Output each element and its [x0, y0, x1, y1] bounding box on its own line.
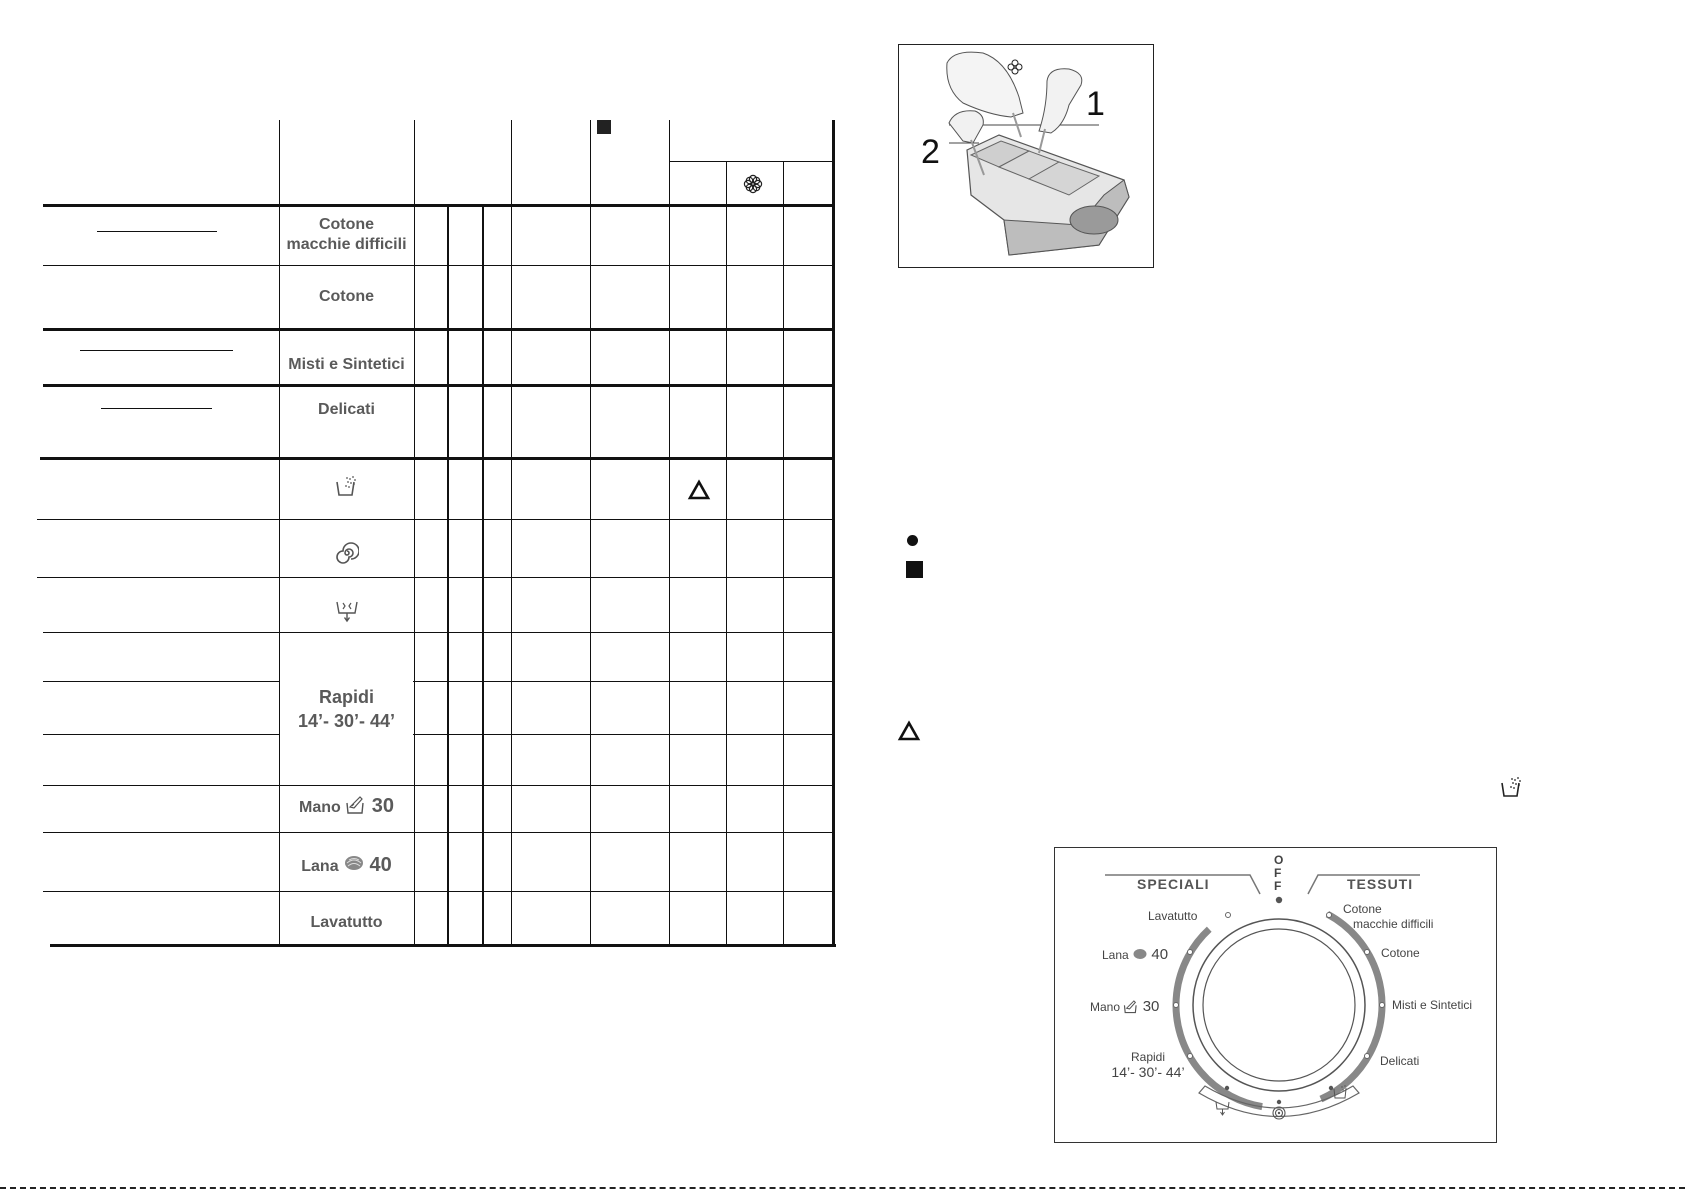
- table-rule: [783, 161, 784, 946]
- table-rule: [43, 891, 835, 892]
- table-rule: [43, 204, 835, 207]
- program-lana: [278, 853, 415, 877]
- figure-label-2: 2: [921, 133, 940, 171]
- dial-group-speciali: SPECIALI: [1137, 876, 1210, 892]
- wool-icon: [343, 853, 365, 873]
- wool-icon: [1132, 947, 1148, 961]
- table-rule: [43, 785, 835, 786]
- table-rule: [50, 944, 836, 947]
- category-underline: [80, 350, 233, 351]
- dial-off-label: O F F: [1274, 853, 1284, 893]
- dial-item-rapidi[interactable]: [1107, 1050, 1189, 1080]
- table-rule: [37, 519, 835, 520]
- dial-group-tessuti: TESSUTI: [1347, 876, 1414, 892]
- dial-item-label: Lana: [1102, 948, 1129, 962]
- dial-item-temperature: 30: [1142, 998, 1160, 1015]
- category-underline: [101, 408, 212, 409]
- program-label: Lana: [301, 858, 339, 875]
- table-rule: [43, 328, 835, 331]
- dial-item-lavatutto[interactable]: Lavatutto: [1148, 909, 1198, 923]
- table-rule: [669, 161, 835, 162]
- drain-icon: [1216, 1102, 1229, 1115]
- softener-flower-icon: [742, 173, 764, 195]
- softener-flower-icon: [1008, 60, 1022, 74]
- dial-item-label: Mano: [1090, 1000, 1121, 1014]
- program-label: Cotone: [318, 288, 375, 305]
- dial-item-lana[interactable]: [1102, 947, 1168, 963]
- programme-table: [0, 0, 850, 960]
- spin-icon: [1273, 1107, 1285, 1119]
- dial-item-cotone-macchie[interactable]: Cotone macchie difficili: [1343, 902, 1434, 931]
- table-rule: [37, 577, 835, 578]
- dispenser-figure: [898, 44, 1154, 268]
- table-rule: [482, 205, 484, 944]
- square-icon: [597, 120, 611, 134]
- program-label: Rapidi 14’- 30’- 44’: [297, 687, 396, 731]
- table-rule: [40, 457, 835, 460]
- table-rule: [413, 681, 835, 682]
- program-label: Delicati: [318, 401, 375, 418]
- table-rule: [447, 205, 449, 944]
- table-rule: [511, 120, 512, 946]
- program-temperature: 30: [371, 795, 394, 817]
- table-rule: [726, 161, 727, 946]
- program-mano: [278, 793, 415, 818]
- program-label: Cotone macchie difficili: [286, 216, 407, 253]
- dial-item-label: Rapidi: [1130, 1050, 1166, 1064]
- rinse-icon: [1500, 775, 1524, 799]
- dial-item-temperature: 40: [1151, 946, 1169, 963]
- program-label: Mano: [299, 799, 341, 816]
- spin-icon: [335, 541, 359, 565]
- program-dial-panel: [1054, 847, 1497, 1143]
- triangle-icon: [897, 720, 921, 742]
- figure-label-1: 1: [1086, 85, 1105, 123]
- bullet-icon: [907, 535, 918, 546]
- dial-item-cotone[interactable]: Cotone: [1381, 946, 1420, 960]
- table-rule: [590, 120, 591, 946]
- dial-item-times: 14’- 30’- 44’: [1111, 1064, 1185, 1080]
- table-rule: [669, 120, 670, 946]
- triangle-icon: [687, 479, 711, 501]
- table-rule: [413, 734, 835, 735]
- table-rule: [43, 832, 835, 833]
- table-rule: [43, 681, 279, 682]
- hand-wash-icon: [345, 793, 367, 815]
- program-label: Misti e Sintetici: [288, 356, 405, 373]
- drain-icon: [335, 598, 359, 624]
- page-bottom-rule: [0, 1187, 1685, 1189]
- program-label: Lavatutto: [310, 914, 383, 931]
- table-rule: [43, 734, 279, 735]
- dial-item-mano[interactable]: [1090, 998, 1159, 1015]
- table-rule: [832, 120, 835, 947]
- table-rule: [43, 632, 835, 633]
- square-icon: [906, 561, 923, 578]
- category-underline: [97, 231, 217, 232]
- table-rule: [43, 384, 835, 387]
- dial-item-misti-sintetici[interactable]: Misti e Sintetici: [1392, 998, 1473, 1012]
- rinse-icon: [335, 474, 359, 498]
- hand-wash-icon: [1123, 998, 1139, 1014]
- table-rule: [43, 265, 835, 266]
- dial-item-delicati[interactable]: Delicati: [1380, 1054, 1420, 1068]
- program-temperature: 40: [369, 854, 392, 876]
